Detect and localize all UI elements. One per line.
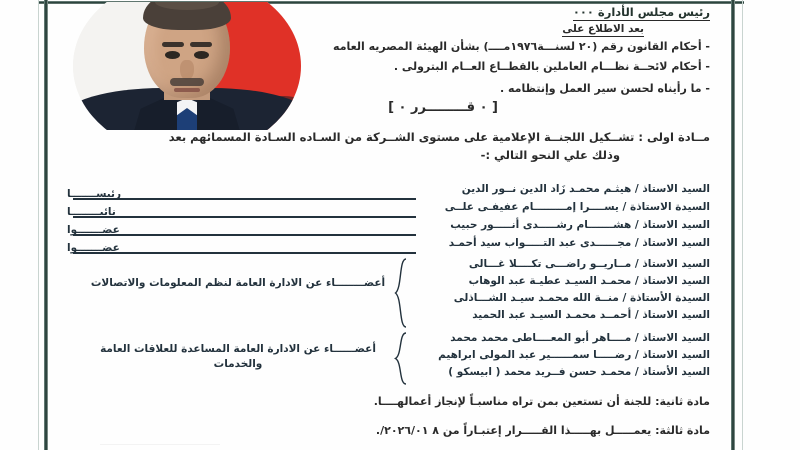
preamble-clause-2: - أحكام لائحــة نظـــام العاملين بالقطــاع العــام البترولى . xyxy=(393,60,710,73)
member-group-it xyxy=(65,258,710,326)
member-group-names xyxy=(410,258,710,326)
member-group-label: أعضــــــــاء عن الادارة العامة لنظم المعلومات والاتصالات xyxy=(90,277,386,289)
portrait-mustache xyxy=(170,78,204,86)
member-role-end: رئيســـــــا xyxy=(67,188,122,200)
portrait-circle xyxy=(73,2,301,130)
article-one-line-1: مــادة اولى : تشــكيل اللجنــة الإعلامية على مستوى الشــركة من السـاده السـادة المسمائهم بعد xyxy=(168,130,710,144)
kashida-rule xyxy=(73,198,416,200)
page-bottom-artifact xyxy=(100,444,220,450)
portrait-mouth xyxy=(174,88,200,92)
portrait-brow-right xyxy=(190,42,212,47)
page-title: رئيس مجلس الأدارة ۰۰۰ xyxy=(572,5,710,19)
portrait-hair xyxy=(143,2,231,30)
portrait-eye-left xyxy=(165,51,180,59)
member-group-pr xyxy=(65,332,710,383)
list-item: السيد الاستاذ / محمـد السيـد عطيـة عبد الوهاب xyxy=(468,275,710,287)
document-border-left-thin xyxy=(38,0,39,450)
member-role-end: نائبــــــــا xyxy=(67,206,116,218)
member-name: السيد الاستاذ / هيثـم محمـد زَاد الدين نــور الدين xyxy=(461,183,710,195)
article-one-line-2: وذلك علي النحو التالي :- xyxy=(480,148,620,162)
decision-heading: [ ۰ قـــــــــرر ۰ ] xyxy=(388,100,498,115)
curly-brace-icon xyxy=(394,258,408,328)
table-row xyxy=(65,198,710,216)
member-group-names xyxy=(410,332,710,383)
table-row xyxy=(65,180,710,198)
article-two: مادة ثانية: للجنة أن تستعين بمن تراه مناسبـاً لإنجاز أعمالهــــا. xyxy=(373,395,710,408)
kashida-rule xyxy=(73,252,416,254)
kashida-rule xyxy=(73,234,416,236)
curly-brace-icon xyxy=(394,332,408,385)
article-three: مادة ثالثة: يعمـــــل بهـــــذا القـــــرار إعتبـاراً من ٨ ٢٠٢٦/٠١/. xyxy=(375,424,710,437)
table-row xyxy=(65,216,710,234)
member-role-end: عضـــــــوا xyxy=(67,224,120,236)
list-item: السيد الاستاذ / مــاريــو راضـــى تكــــلا غـــالى xyxy=(468,258,710,270)
portrait-brow-left xyxy=(162,42,184,47)
member-name: السيد الاستاذ / مجــــــدى عبد التـــــواب سيد أحمـد xyxy=(448,237,710,249)
list-item: السيد الاستاذ / مــــاهر أبو المعــــاطى محمد محمد xyxy=(450,332,710,344)
kashida-rule xyxy=(73,216,416,218)
member-list xyxy=(65,180,710,252)
list-item: السيد الأستاذ / محمـد حسن فــريد محمد ( ابيسكو ) xyxy=(448,366,710,378)
document-border-left xyxy=(44,0,48,450)
member-name: السيدة الاستاذة / يســــرا إمـــــــــام عفيفـى علــى xyxy=(444,201,710,213)
portrait-eye-right xyxy=(194,51,209,59)
list-item: السيد الاستاذ / رضـــــا سمــــــير عبد المولى ابراهيم xyxy=(438,349,710,361)
member-group-label: أعضــــــاء عن الادارة العامة المساعدة للعلاقات العامة والخدمات xyxy=(100,343,376,370)
chairman-photo xyxy=(73,2,301,130)
table-row xyxy=(65,234,710,252)
preamble-heading: بعد الاطلاع على xyxy=(562,23,644,35)
list-item: السيدة الأستاذة / منــة الله محمـد سيـد الشـــاذلى xyxy=(453,292,710,304)
document-border-right xyxy=(731,0,735,450)
preamble-clause-3: - ما رأيناه لحسن سير العمل وإنتظامه . xyxy=(500,82,710,95)
document-border-right-thin xyxy=(742,0,743,450)
member-role-end: عضـــــــوا xyxy=(67,242,120,254)
list-item: السيد الاستاذ / أحمــد محمـد السيـد عبد الحميد xyxy=(472,309,710,321)
preamble-clause-1: - أحكام القانون رقم (٢٠ لسنـــة١٩٧٦مــــ) بشأن الهيئة المصريه العامه xyxy=(333,40,710,53)
portrait-nose xyxy=(180,60,194,80)
member-name: السيد الاستاذ / هشـــــــام رشـــــدى أنـــــور حبيب xyxy=(450,219,710,231)
